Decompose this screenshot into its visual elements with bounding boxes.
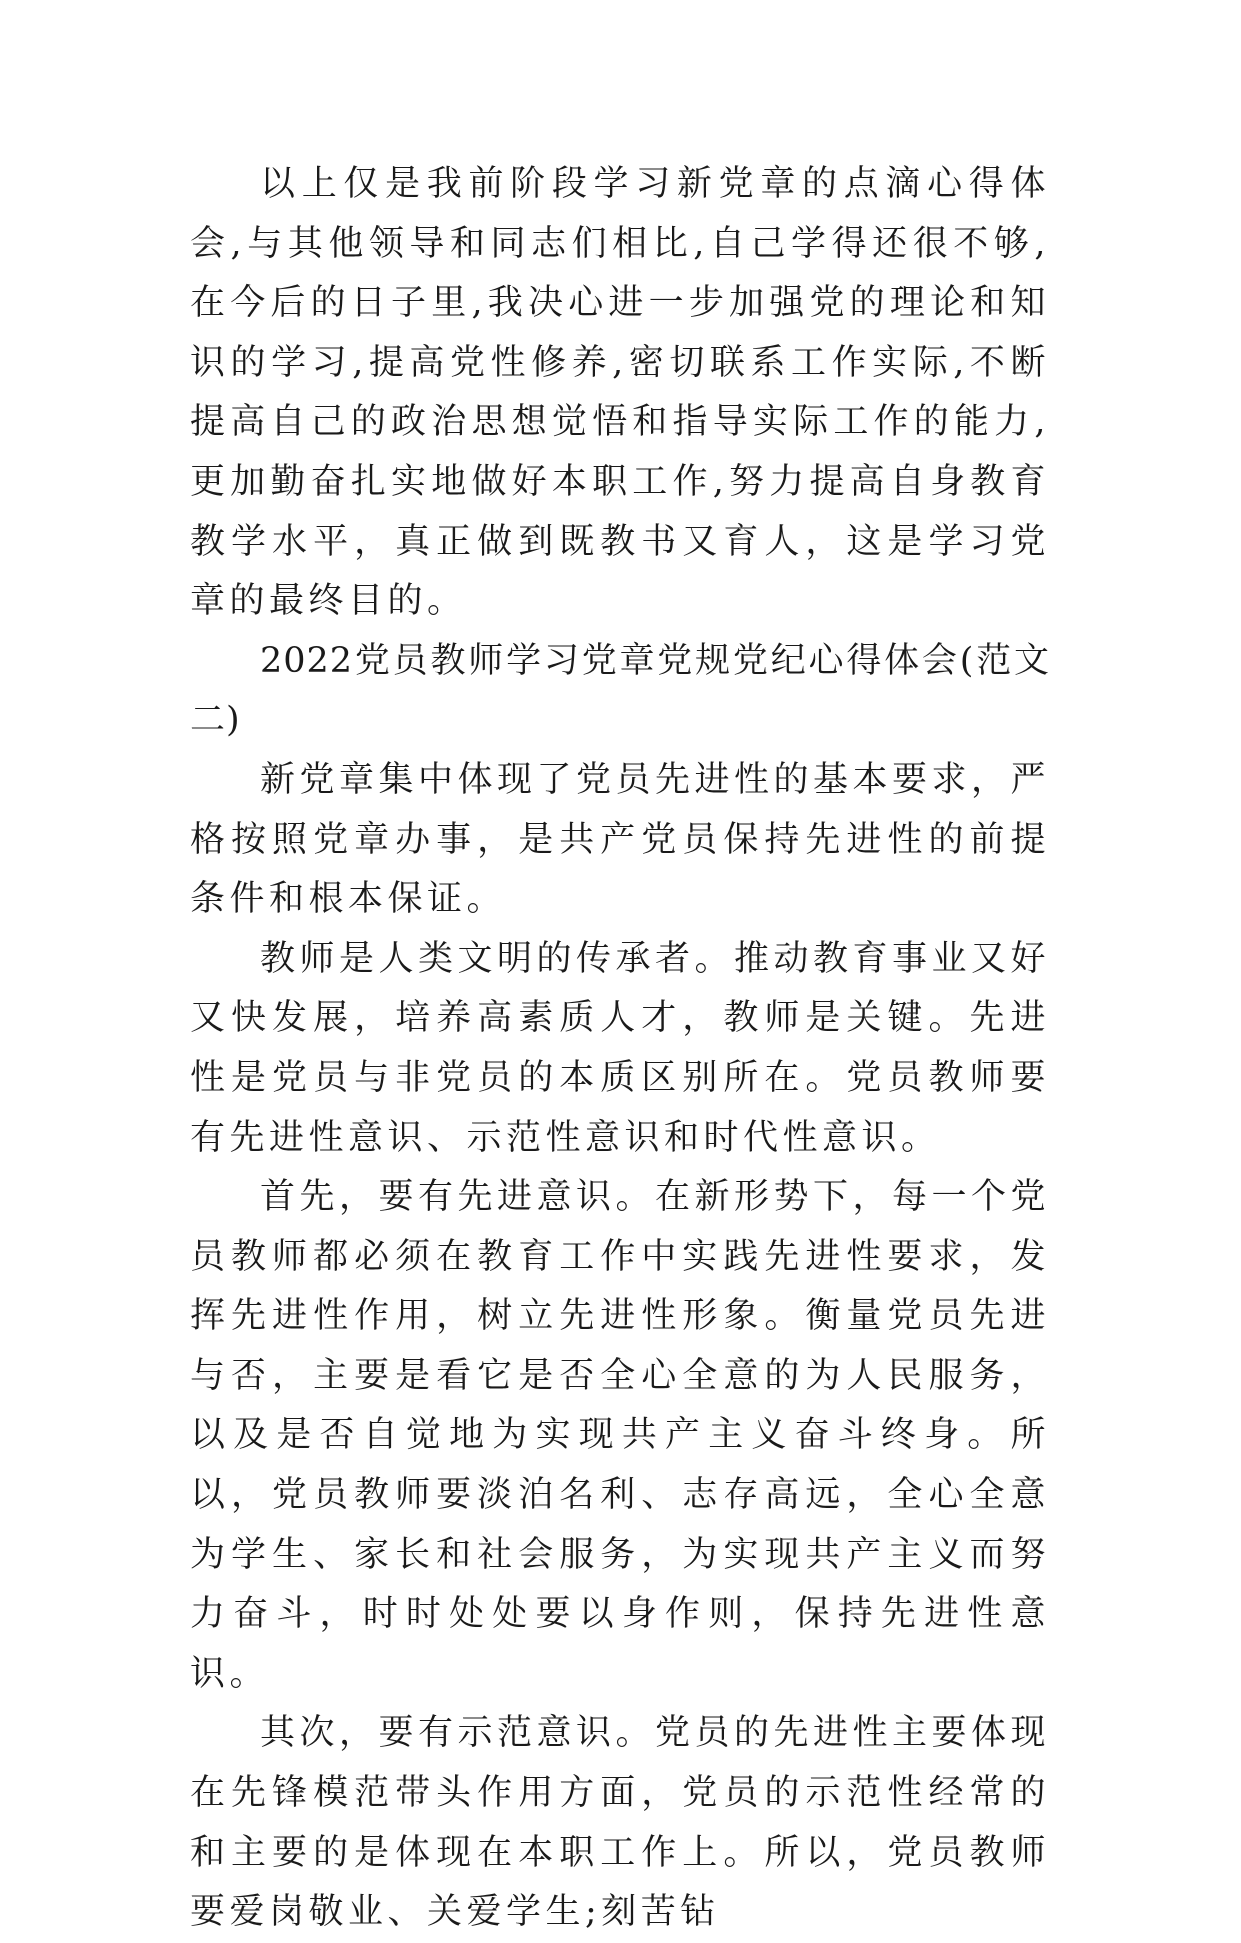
paragraph-teacher-role: 教师是人类文明的传承者。推动教育事业又好又快发展，培养高素质人才，教师是关键。先进性是党员与非党员的本质区别所在。党员教师要有先进性意识、示范性意识和时代性意识。 xyxy=(190,938,1051,1158)
section-heading: 2022党员教师学习党章党规党纪心得体会(范文二) xyxy=(190,640,1050,741)
document-body xyxy=(190,155,1050,1943)
paragraph-second-point: 其次，要有示范意识。党员的先进性主要体现在先锋模范带头作用方面，党员的示范性经常的和主要的是体现在本职工作上。所以，党员教师要爱岗敬业、关爱学生;刻苦钻 xyxy=(190,1713,1051,1933)
paragraph-intro: 新党章集中体现了党员先进性的基本要求，严格按照党章办事，是共产党员保持先进性的前提条件和根本保证。 xyxy=(190,759,1051,920)
paragraph-first-point: 首先，要有先进意识。在新形势下，每一个党员教师都必须在教育工作中实践先进性要求，发挥先进性作用，树立先进性形象。衡量党员先进与否，主要是看它是否全心全意的为人民服务，以及是否自觉地为实现共产主义奋斗终身。所以，党员教师要淡泊名利、志存高远，全心全意为学生、家长和社会服务，为实现共产主义而努力奋斗，时时处处要以身作则，保持先进性意识。 xyxy=(190,1177,1051,1694)
paragraph-conclusion: 以上仅是我前阶段学习新党章的点滴心得体会,与其他领导和同志们相比,自己学得还很不够,在今后的日子里,我决心进一步加强党的理论和知识的学习,提高党性修养,密切联系工作实际,不断提高自己的政治思想觉悟和指导实际工作的能力,更加勤奋扎实地做好本职工作,努力提高自身教育教学水平，真正做到既教书又育人，这是学习党章的最终目的。 xyxy=(190,164,1050,622)
